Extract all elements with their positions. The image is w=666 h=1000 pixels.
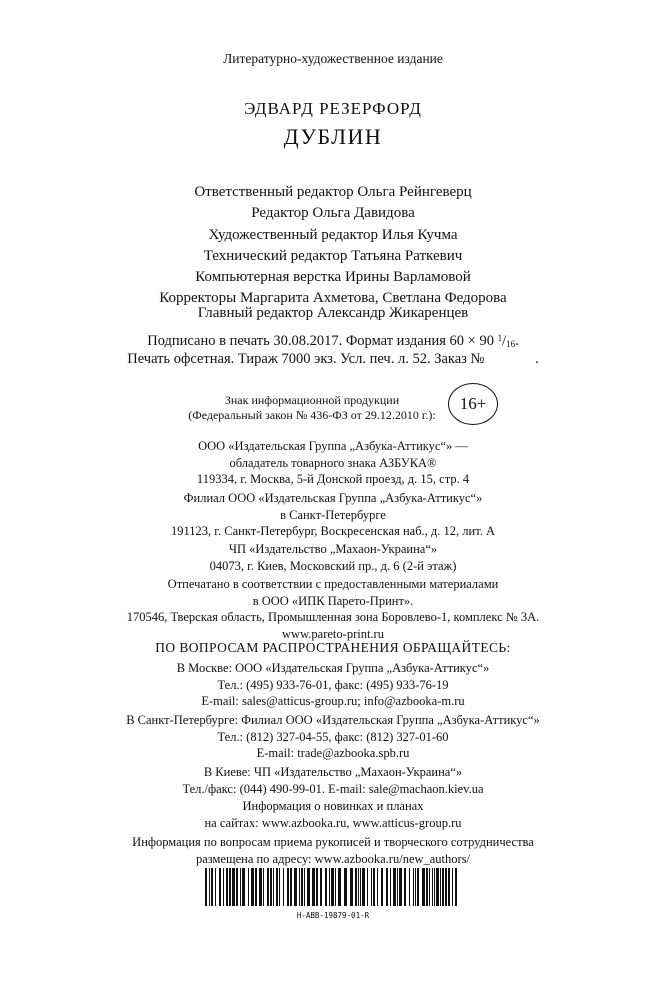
barcode-bar — [240, 868, 241, 906]
spb-branch-block — [0, 490, 666, 540]
barcode-bar — [259, 868, 262, 906]
barcode-bar — [232, 868, 235, 906]
printer-line: в ООО «ИПК Парето-Принт». — [252, 593, 414, 608]
barcode-bar — [329, 868, 330, 906]
publisher-address: 119334, г. Москва, 5-й Донской проезд, д. 15, стр. 4 — [196, 472, 470, 486]
manuscripts-line: Информация по вопросам приема рукописей и творческого сотрудничества — [132, 835, 534, 849]
kiev-branch-block — [0, 541, 666, 574]
barcode-bar — [377, 868, 378, 906]
barcode-bar — [386, 868, 388, 906]
barcode-bar — [397, 868, 398, 906]
moscow-email: E-mail: sales@atticus-group.ru; info@azbooka-m.ru — [201, 694, 465, 708]
barcode-bar — [205, 868, 207, 906]
credits-list — [0, 182, 666, 310]
barcode-bar — [360, 868, 361, 906]
barcode-bar — [358, 868, 359, 906]
barcode-bar — [215, 868, 216, 906]
barcode-bar — [393, 868, 396, 906]
distribution-heading: ПО ВОПРОСАМ РАСПРОСТРАНЕНИЯ ОБРАЩАЙТЕСЬ: — [155, 640, 511, 655]
printer-website: www.pareto-print.ru — [282, 626, 384, 641]
kiev-contact: Тел./факс: (044) 490-99-01. E-mail: sale@machaon.kiev.ua — [182, 781, 484, 796]
credit-line: Художественный редактор Илья Кучма — [208, 226, 458, 243]
credit-line: Редактор Ольга Давидова — [251, 205, 415, 222]
spb-branch-address: 191123, г. Санкт-Петербург, Воскресенская наб., д. 12, лит. А — [170, 524, 496, 538]
barcode-bar — [344, 868, 347, 906]
printer-line: Отпечатано в соответствии с предоставленными материалами — [167, 577, 499, 591]
publisher-line: ООО «Издательская Группа „Азбука-Аттикус“» — — [198, 439, 468, 453]
barcode-bar — [409, 868, 410, 906]
barcode-bar — [413, 868, 414, 906]
format-denominator: 16 — [506, 339, 516, 349]
credit-line: Компьютерная верстка Ирины Варламовой — [195, 269, 471, 286]
barcode-bar — [248, 868, 249, 906]
barcode-bar — [422, 868, 425, 906]
barcode-bar — [236, 868, 238, 906]
barcode-bar — [263, 868, 264, 906]
barcode-bar — [304, 868, 305, 906]
spb-email: E-mail: trade@azbooka.spb.ru — [256, 746, 410, 760]
barcode-bar — [434, 868, 435, 906]
barcode-bar — [223, 868, 224, 906]
barcode-bar — [279, 868, 280, 906]
barcode — [205, 868, 461, 906]
credit-line: Технический редактор Татьяна Раткевич — [203, 247, 463, 264]
barcode-bar — [426, 868, 428, 906]
info-sign-text — [172, 393, 452, 423]
spb-line: В Санкт-Петербурге: Филиал ООО «Издательская Группа „Азбука-Аттикус“» — [126, 713, 540, 727]
barcode-bar — [455, 868, 457, 906]
manuscripts-info-block — [0, 834, 666, 867]
barcode-bar — [276, 868, 278, 906]
spb-phone: Тел.: (812) 327-04-55, факс: (812) 327-01-60 — [217, 729, 449, 744]
barcode-bar — [209, 868, 210, 906]
print-info-line-1 — [0, 334, 666, 349]
moscow-contact-block — [0, 660, 666, 710]
barcode-bar — [307, 868, 310, 906]
credit-line: Ответственный редактор Ольга Рейнгеверц — [194, 184, 472, 200]
spb-contact-block — [0, 712, 666, 762]
barcode-bar — [287, 868, 289, 906]
info-sign-line-1: Знак информационной продукции — [224, 393, 400, 407]
author-name: ЭДВАРД РЕЗЕРФОРД — [244, 99, 422, 118]
barcode-bar — [429, 868, 430, 906]
barcode-bar — [452, 868, 453, 906]
publisher-block — [0, 438, 666, 488]
info-sign-line-2: (Федеральный закон № 436-ФЗ от 29.12.2010 г.): — [188, 408, 436, 422]
barcode-bar — [283, 868, 284, 906]
kiev-contact-block — [0, 764, 666, 797]
barcode-bar — [355, 868, 357, 906]
barcode-bar — [299, 868, 300, 906]
chief-editor: Главный редактор Александр Жикаренцев — [197, 305, 469, 321]
barcode-bar — [325, 868, 327, 906]
barcode-bar — [436, 868, 439, 906]
barcode-bar — [399, 868, 402, 906]
barcode-bar — [371, 868, 372, 906]
kiev-branch-line: ЧП «Издательство „Махаон-Украина“» — [228, 542, 438, 556]
barcode-bar — [367, 868, 368, 906]
printer-address: 170546, Тверская область, Промышленная зона Боровлево-1, комплекс № 3А. — [126, 610, 540, 624]
barcode-bar — [404, 868, 406, 906]
moscow-line: В Москве: ООО «Издательская Группа „Азбука-Аттикус“» — [176, 661, 490, 675]
publisher-line: обладатель товарного знака АЗБУКА® — [229, 455, 437, 470]
barcode-bar — [338, 868, 341, 906]
spb-branch-line: Филиал ООО «Издательская Группа „Азбука-Аттикус“» — [183, 491, 483, 505]
news-websites: на сайтах: www.azbooka.ru, www.atticus-group.ru — [204, 815, 462, 830]
print-info-line-2: Печать офсетная. Тираж 7000 экз. Усл. печ. л. 52. Заказ № . — [127, 351, 539, 367]
barcode-caption: Н-АВВ-19879-01-R — [296, 911, 370, 920]
barcode-bar — [226, 868, 228, 906]
kiev-branch-address: 04073, г. Киев, Московский пр., д. 6 (2-й этаж) — [209, 558, 457, 573]
barcode-bar — [335, 868, 336, 906]
spb-branch-line: в Санкт-Петербурге — [280, 507, 386, 522]
barcode-bar — [440, 868, 441, 906]
format-numerator: 1 — [497, 333, 503, 343]
print-info-end: . — [515, 333, 519, 349]
barcode-bar — [350, 868, 353, 906]
barcode-bar — [415, 868, 416, 906]
kiev-line: В Киеве: ЧП «Издательство „Махаон-Украина“» — [203, 765, 463, 779]
barcode-bar — [251, 868, 254, 906]
barcode-bar — [301, 868, 303, 906]
barcode-bar — [331, 868, 334, 906]
news-info-block — [0, 798, 666, 831]
book-title: ДУБЛИН — [283, 124, 383, 149]
barcode-bar — [448, 868, 450, 906]
barcode-bar — [390, 868, 391, 906]
manuscripts-address: размещена по адресу: www.azbooka.ru/new_authors/ — [195, 851, 471, 866]
format-separator: / — [502, 333, 507, 349]
barcode-bar — [312, 868, 315, 906]
barcode-bar — [381, 868, 383, 906]
barcode-bar — [242, 868, 245, 906]
barcode-bar — [211, 868, 213, 906]
barcode-bar — [273, 868, 274, 906]
printer-block — [0, 576, 666, 642]
barcode-bar — [373, 868, 375, 906]
barcode-bar — [442, 868, 444, 906]
credit-line: Корректоры Маргарита Ахметова, Светлана Федорова — [159, 290, 507, 307]
barcode-bar — [320, 868, 322, 906]
age-rating-badge: 16+ — [448, 383, 498, 425]
barcode-bar — [255, 868, 257, 906]
barcode-bar — [445, 868, 447, 906]
barcode-bar — [267, 868, 269, 906]
barcode-bar — [294, 868, 297, 906]
barcode-bar — [362, 868, 365, 906]
barcode-bar — [316, 868, 318, 906]
news-line: Информация о новинках и планах — [242, 799, 424, 813]
barcode-bar — [270, 868, 272, 906]
print-info-main: Подписано в печать 30.08.2017. Формат издания 60 × 90 — [147, 333, 498, 349]
barcode-bar — [432, 868, 433, 906]
moscow-phone: Тел.: (495) 933-76-01, факс: (495) 933-76-19 — [217, 677, 449, 692]
barcode-bar — [219, 868, 221, 906]
barcode-bar — [417, 868, 419, 906]
barcode-bar — [229, 868, 231, 906]
genre-line: Литературно-художественное издание — [223, 51, 443, 66]
barcode-bar — [290, 868, 292, 906]
